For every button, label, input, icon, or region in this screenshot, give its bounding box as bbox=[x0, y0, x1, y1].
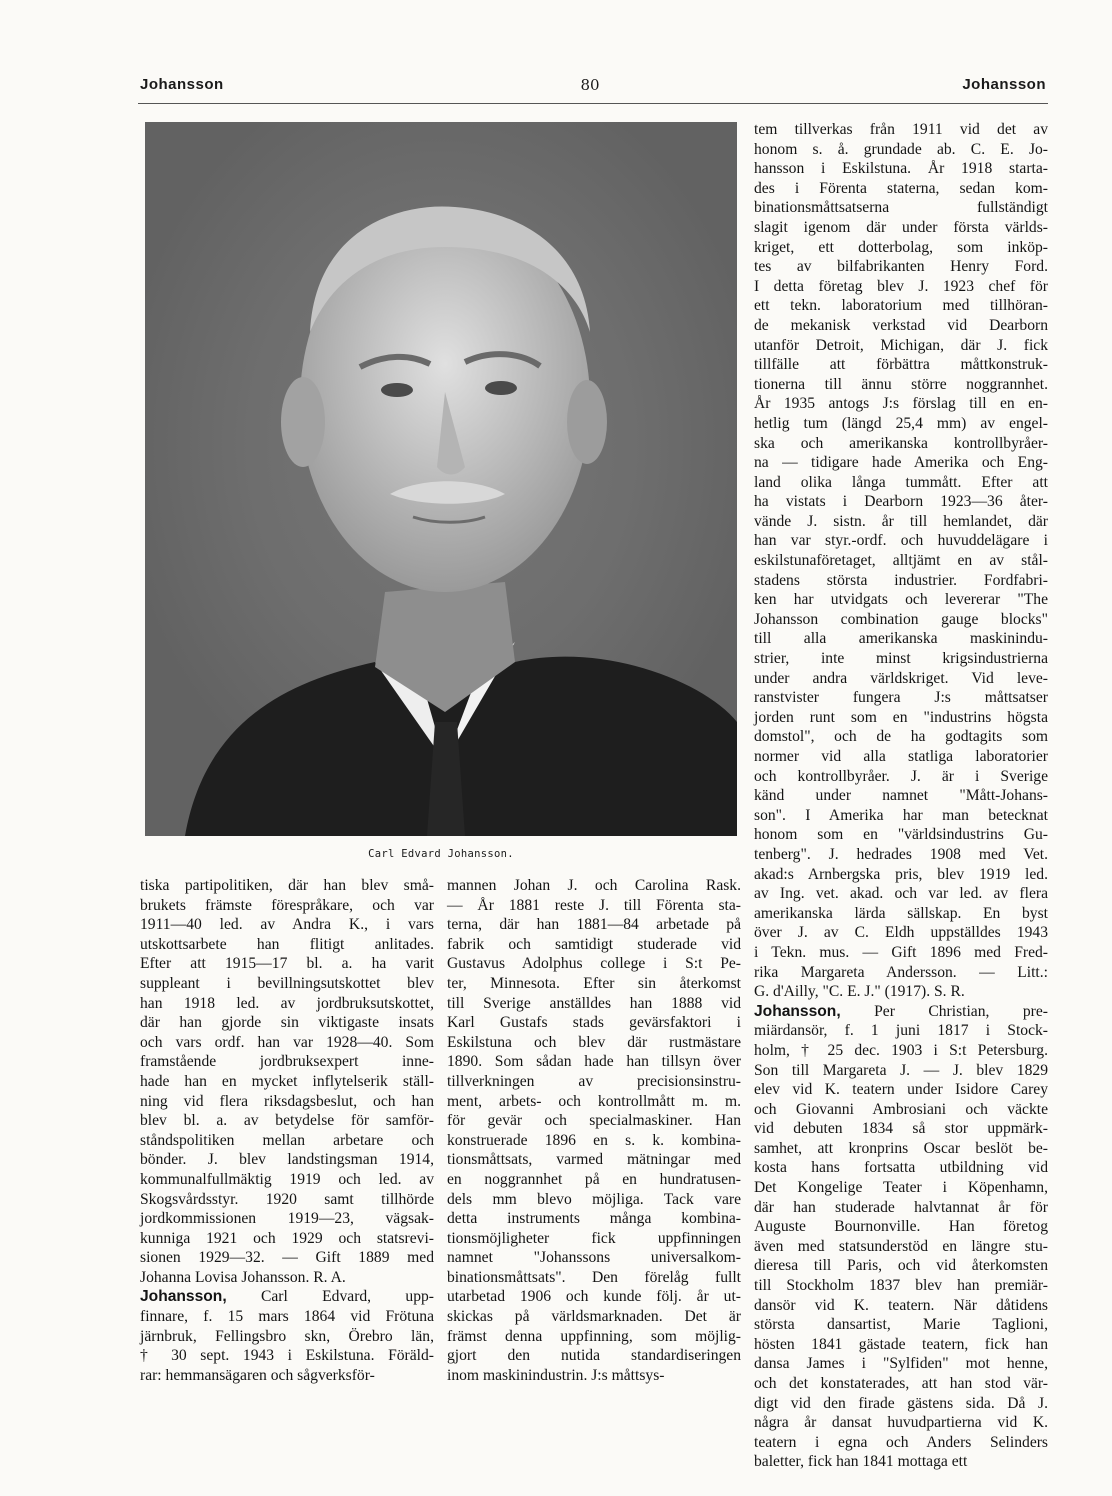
text-column-1 bbox=[140, 876, 434, 1385]
text-line: tes av bilfabrikanten Henry Ford. bbox=[754, 258, 1048, 276]
text-line: till Sverige anställdes han 1888 vid bbox=[447, 994, 741, 1012]
text-line: en noggrannhet på en hundratusen- bbox=[447, 1170, 741, 1188]
text-line: kriget, ett dotterbolag, som inköp- bbox=[754, 238, 1048, 256]
text-line: — År 1881 reste J. till Förenta sta- bbox=[447, 896, 741, 914]
text-line: Johansson combination gauge blocks" bbox=[754, 610, 1048, 628]
text-line: År 1935 antogs J:s förslag till en en- bbox=[754, 395, 1048, 413]
text-line: hade han en mycket inflytelserik ställ- bbox=[140, 1072, 434, 1090]
text-line: des i Förenta staterna, sedan kom- bbox=[754, 179, 1048, 197]
text-line: 1911—40 led. av Andra K., i vars bbox=[140, 916, 434, 934]
text-line: ning vid flera riksdagsbeslut, och han bbox=[140, 1092, 434, 1110]
text-line: tenberg". J. hedrades 1908 med Vet. bbox=[754, 845, 1048, 863]
text-line: jorden runt som en "industrins högsta bbox=[754, 708, 1048, 726]
text-line: ha vistats i Dearborn 1923—36 åter- bbox=[754, 493, 1048, 511]
text-line: terna, där han 1881—84 arbetade på bbox=[447, 916, 741, 934]
text-line: ska och amerikanska kontrollbyråer- bbox=[754, 434, 1048, 452]
text-line: fabrik och samtidigt studerade vid bbox=[447, 935, 741, 953]
text-line: tillfälle att förbättra måttkonstruk- bbox=[754, 356, 1048, 374]
text-line: normer vid alla statliga laboratorier bbox=[754, 748, 1048, 765]
text-line: digt vid den firade gästens sida. Då J. bbox=[754, 1394, 1048, 1412]
text-line: sionen 1929—32. — Gift 1889 med bbox=[140, 1249, 434, 1267]
text-line: där han gjorde sin viktigaste insats bbox=[140, 1014, 434, 1032]
text-line: Karl Gustafs stads gevärsfaktori i bbox=[447, 1014, 741, 1032]
text-line: blev bl. a. av betydelse för samför- bbox=[140, 1112, 434, 1130]
text-line: ståndspolitiken mellan arbetare och bbox=[140, 1131, 434, 1149]
text-line: och Giovanni Ambrosiani och väckte bbox=[754, 1100, 1048, 1118]
text-line: holm, † 25 dec. 1903 i S:t Petersburg. bbox=[754, 1041, 1048, 1059]
text-line: kosta hans fortsatta utbildning vid bbox=[754, 1159, 1048, 1177]
running-head-left: Johansson bbox=[140, 76, 224, 93]
text-line: skickas på världsmarknaden. Det är bbox=[447, 1308, 741, 1326]
text-line: honom som en "världsindustrins Gu- bbox=[754, 826, 1048, 844]
text-line: över J. av C. Eldh uppställdes 1943 bbox=[754, 924, 1048, 942]
header-rule bbox=[138, 103, 1048, 104]
text-line: eskilstunaföretaget, alltjämt en av stål- bbox=[754, 552, 1048, 570]
text-line: dansör vid K. teatern. När dåtidens bbox=[754, 1296, 1048, 1314]
entry-headword: Johansson, bbox=[754, 1002, 841, 1020]
text-line: och vars ordf. han var 1928—40. Som bbox=[140, 1033, 434, 1051]
text-line: inom maskinindustrin. J:s måttsys- bbox=[447, 1366, 665, 1384]
text-line: Skogsvårdsstyr. 1920 samt tillhörde bbox=[140, 1190, 434, 1208]
text-line: † 30 sept. 1943 i Eskilstuna. Föräld- bbox=[140, 1347, 434, 1365]
text-line: detta instruments många kombina- bbox=[447, 1210, 741, 1228]
text-line: utarbetad 1906 och kunde följ. år ut- bbox=[447, 1288, 741, 1306]
text-line: amerikanska lärda sällskap. En byst bbox=[754, 904, 1048, 922]
text-line: ment, arbets- och kontrollmått m. m. bbox=[447, 1092, 741, 1110]
text-line: vände J. sistn. år till hemlandet, där bbox=[754, 512, 1048, 530]
text-line: under andra världskriget. Vid leve- bbox=[754, 669, 1048, 687]
text-line: tem tillverkas från 1911 vid det av bbox=[754, 121, 1048, 138]
text-line: binationsmåttsatserna fullständigt bbox=[754, 199, 1048, 217]
text-line: hösten 1841 gästade teatern, fick han bbox=[754, 1335, 1048, 1353]
text-line: ter, Minnesota. Efter sin återkomst bbox=[447, 974, 741, 992]
text-line: och kontrollbyråer. J. är i Sverige bbox=[754, 767, 1048, 785]
text-line: strier, inte minst krigsindustrierna bbox=[754, 650, 1048, 668]
text-line: mannen Johan J. och Carolina Rask. bbox=[447, 877, 741, 894]
text-line: finnare, f. 15 mars 1864 vid Frötuna bbox=[140, 1308, 434, 1326]
text-line: son". I Amerika har man betecknat bbox=[754, 806, 1048, 824]
text-line: Son till Margareta J. — J. blev 1829 bbox=[754, 1061, 1048, 1079]
text-line: framstående jordbruksexpert inne- bbox=[140, 1053, 434, 1071]
text-line: Gustavus Adolphus college i S:t Pe- bbox=[447, 955, 741, 973]
text-column-3 bbox=[754, 120, 1048, 1472]
text-line: honom s. å. grundade ab. C. E. Jo- bbox=[754, 140, 1048, 158]
text-line: akad:s Arnbergska pris, blev 1919 led. bbox=[754, 865, 1048, 883]
text-line: brukets främste förespråkare, och var bbox=[140, 896, 434, 914]
text-line: tionsmöjligheter fick uppfinningen bbox=[447, 1229, 741, 1247]
text-line: några år dansat huvudpartierna vid K. bbox=[754, 1414, 1048, 1432]
text-line: utskottsarbete han flitigt anlitades. bbox=[140, 935, 434, 953]
figure-caption: Carl Edvard Johansson. bbox=[368, 848, 514, 860]
text-line: kunniga 1921 och 1929 och statsrevi- bbox=[140, 1229, 434, 1247]
text-line: 1890. Som sådan hade han tillsyn över bbox=[447, 1053, 741, 1071]
text-line: järnbruk, Fellingsbro skn, Örebro län, bbox=[140, 1327, 434, 1345]
text-line: jordkommissionen 1919—23, vägsak- bbox=[140, 1210, 434, 1228]
text-line: han 1918 led. av jordbruksutskottet, bbox=[140, 994, 434, 1012]
text-line: ken har utvidgats och levererar "The bbox=[754, 591, 1048, 609]
text-line: Auguste Bournonville. Han företog bbox=[754, 1218, 1048, 1236]
text-line: främst denna uppfinning, som möjlig- bbox=[447, 1327, 741, 1345]
text-line: ett tekn. laboratorium med tillhöran- bbox=[754, 297, 1048, 315]
text-line: känd under namnet "Mått-Johans- bbox=[754, 787, 1048, 805]
text-line: land olika långa tummått. Efter att bbox=[754, 473, 1048, 491]
text-line: bönder. J. blev landstingsman 1914, bbox=[140, 1151, 434, 1169]
text-line: tiska partipolitiken, där han blev små- bbox=[140, 877, 434, 894]
text-line: av Ing. vet. akad. och var led. av flera bbox=[754, 885, 1048, 903]
portrait-illustration bbox=[145, 122, 737, 836]
text-line: domstol", och de ha godtagits som bbox=[754, 728, 1048, 746]
text-line: samhet, att kronprins Oscar beslöt be- bbox=[754, 1139, 1048, 1157]
text-line: Efter att 1915—17 bl. a. ha varit bbox=[140, 955, 434, 973]
text-line: till Stockholm 1837 blev han premiär- bbox=[754, 1277, 1048, 1295]
text-line: ranstvister fungera J:s måttsatser bbox=[754, 689, 1048, 707]
text-line: namnet "Johanssons universalkom- bbox=[447, 1249, 741, 1267]
text-line: han var styr.-ordf. och huvuddelägare i bbox=[754, 532, 1048, 550]
text-line: vid debuten 1834 så stor uppmärk- bbox=[754, 1120, 1048, 1138]
text-line: för gevär och specialmaskiner. Han bbox=[447, 1112, 741, 1130]
text-line: största dansartist, Marie Taglioni, bbox=[754, 1316, 1048, 1334]
text-line: teatern i egna och Anders Selinders bbox=[754, 1433, 1048, 1451]
text-line: Eskilstuna och blev där rustmästare bbox=[447, 1033, 741, 1051]
running-head-right: Johansson bbox=[962, 76, 1046, 93]
text-line: till alla amerikanska maskinindu- bbox=[754, 630, 1048, 648]
text-line: Johansson, Per Christian, pre- bbox=[754, 1002, 1048, 1020]
text-line: G. d'Ailly, "C. E. J." (1917). S. R. bbox=[754, 983, 965, 1001]
text-line: Johanna Lovisa Johansson. R. A. bbox=[140, 1268, 346, 1286]
text-line: I detta företag blev J. 1923 chef för bbox=[754, 277, 1048, 295]
text-line: utanför Detroit, Michigan, där J. fick bbox=[754, 336, 1048, 354]
text-line: dansa James i "Sylfiden" mot henne, bbox=[754, 1355, 1048, 1373]
text-line: rika Margareta Andersson. — Litt.: bbox=[754, 963, 1048, 981]
text-line: baletter, fick han 1841 mottaga ett bbox=[754, 1453, 968, 1471]
text-line: där han studerade halvtannat år för bbox=[754, 1198, 1048, 1216]
text-line: i Tekn. mus. — Gift 1896 med Fred- bbox=[754, 943, 1048, 961]
text-line: dieresa till Paris, och vid återkomsten bbox=[754, 1257, 1048, 1275]
entry-headword: Johansson, bbox=[140, 1288, 227, 1306]
text-line: elev vid K. teatern under Isidore Carey bbox=[754, 1081, 1048, 1099]
text-line: och det konstaterades, att han stod vär- bbox=[754, 1375, 1048, 1392]
text-line: binationsmåttsats". Den förelåg fullt bbox=[447, 1268, 741, 1286]
text-line: rar: hemmansägaren och sågverksför- bbox=[140, 1366, 375, 1384]
text-line: de mekanisk verkstad vid Dearborn bbox=[754, 316, 1048, 334]
text-line: suppleant i bevillningsutskottet blev bbox=[140, 974, 434, 992]
portrait-photo bbox=[145, 122, 737, 836]
text-line: gjort den nutida standardiseringen bbox=[447, 1347, 741, 1365]
text-line: tionerna till ännu större noggrannhet. bbox=[754, 375, 1048, 393]
text-line: även med statsunderstöd en längre stu- bbox=[754, 1237, 1048, 1255]
text-line: tillverkningen av precisionsinstru- bbox=[447, 1072, 741, 1090]
text-line: konstruerade 1896 en s. k. kombina- bbox=[447, 1131, 741, 1149]
page-number: 80 bbox=[580, 76, 600, 94]
text-line: slagit igenom där under första världs- bbox=[754, 218, 1048, 236]
text-line: tionsmåttsats, varmed mätningar med bbox=[447, 1151, 741, 1169]
text-line: hetlig tum (längd 25,4 mm) av engel- bbox=[754, 414, 1048, 432]
text-line: kommunalfullmäktig 1919 och led. av bbox=[140, 1170, 434, 1188]
text-line: stadens största industrier. Fordfabri- bbox=[754, 571, 1048, 589]
text-line: Johansson, Carl Edvard, upp- bbox=[140, 1288, 434, 1306]
text-line: hansson i Eskilstuna. År 1918 starta- bbox=[754, 160, 1048, 178]
text-column-2 bbox=[447, 876, 741, 1385]
text-line: dels mm blevo möjliga. Tack vare bbox=[447, 1190, 741, 1208]
text-line: na — tidigare hade Amerika och Eng- bbox=[754, 454, 1048, 472]
text-line: miärdansör, f. 1 juni 1817 i Stock- bbox=[754, 1022, 1048, 1040]
text-line: Det Kongelige Teater i Köpenhamn, bbox=[754, 1179, 1048, 1197]
